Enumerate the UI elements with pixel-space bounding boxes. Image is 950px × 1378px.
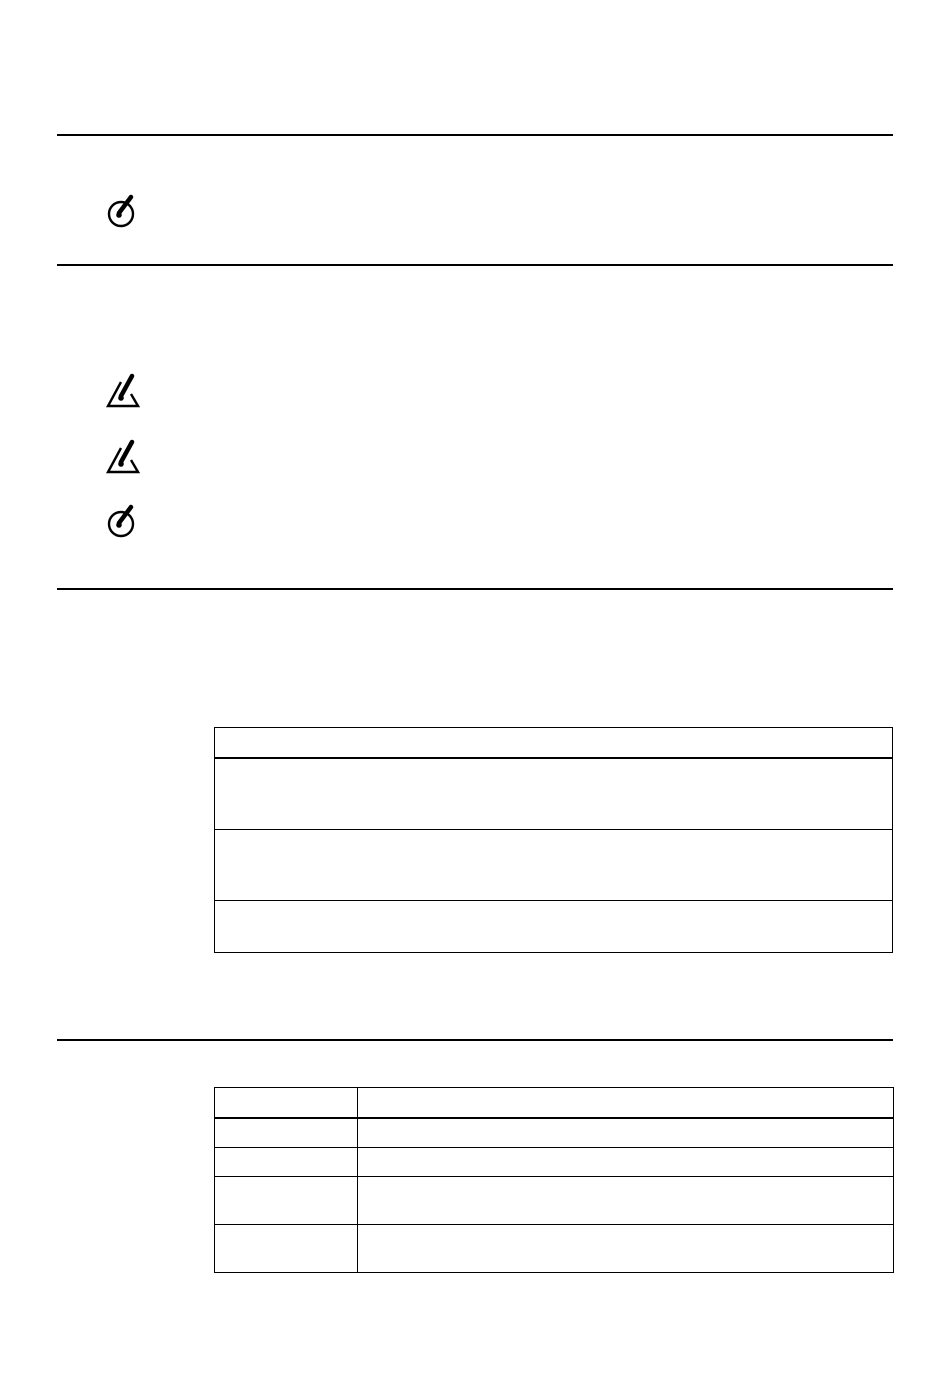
table-cell — [215, 830, 893, 901]
table-cell — [215, 1225, 358, 1273]
table-header-cell — [215, 1088, 358, 1118]
table-cell — [358, 1177, 894, 1225]
table-cell — [215, 1148, 358, 1177]
table-header-cell — [358, 1088, 894, 1118]
table-cell — [215, 901, 893, 953]
table-cell — [358, 1225, 894, 1273]
table-cell — [215, 1118, 358, 1148]
section-divider-4 — [57, 1039, 893, 1041]
table-header-row — [215, 728, 893, 758]
table-cell — [215, 1177, 358, 1225]
table-header-cell — [215, 728, 893, 758]
table-two-column — [214, 1087, 894, 1273]
caution-icon — [104, 438, 140, 474]
table-row — [215, 901, 893, 953]
table-row — [215, 1118, 894, 1148]
table-header-row — [215, 1088, 894, 1118]
table-row — [215, 1148, 894, 1177]
table-cell — [215, 758, 893, 830]
table-single-column — [214, 727, 893, 953]
table-row — [215, 758, 893, 830]
caution-icon — [104, 372, 140, 408]
table-row — [215, 1225, 894, 1273]
table-row — [215, 830, 893, 901]
section-divider-1 — [57, 134, 893, 136]
table-cell — [358, 1148, 894, 1177]
section-divider-2 — [57, 264, 893, 266]
table-cell — [358, 1118, 894, 1148]
note-icon — [104, 194, 140, 230]
section-divider-3 — [57, 588, 893, 590]
table-row — [215, 1177, 894, 1225]
note-icon — [104, 504, 140, 540]
